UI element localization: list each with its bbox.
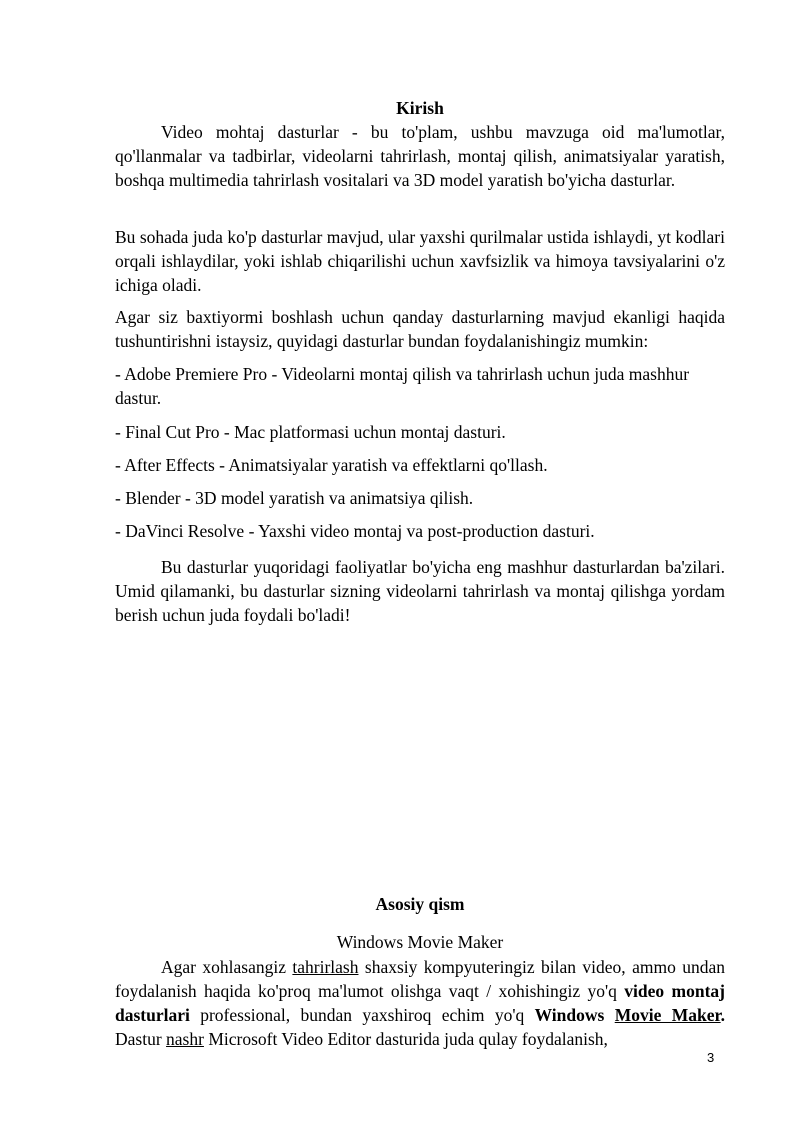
program-list-item: - Adobe Premiere Pro - Videolarni montaj qilish va tahrirlash uchun juda mashhur dastur. <box>115 364 690 408</box>
bold-text: . <box>720 1005 726 1025</box>
movie-maker-link[interactable]: Movie Maker <box>614 1005 721 1025</box>
intro-paragraph-3: Agar siz baxtiyormi boshlash uchun qanday dasturlarning mavjud ekanligi haqida tushuntirishni istaysiz, quyidagi dasturlar bundan foydalanishingiz mumkin: <box>115 307 725 351</box>
tahrirlash-link[interactable]: tahrirlash <box>292 957 359 977</box>
text-run: Dastur <box>115 1029 167 1049</box>
text-run: Agar xohlasangiz <box>161 957 293 977</box>
page-number: 3 <box>707 1050 715 1065</box>
program-list-item: - Final Cut Pro - Mac platformasi uchun montaj dasturi. <box>115 422 506 442</box>
intro-paragraph-2: Bu sohada juda ko'p dasturlar mavjud, ular yaxshi qurilmalar ustida ishlaydi, yt kodlari orqali ishlaydilar, yoki ishlab chiqarilishi uchun xavfsizlik va himoya tavsiyalarini o'z ichiga oladi. <box>115 227 725 295</box>
program-list-item: - After Effects - Animatsiyalar yaratish va effektlarni qo'llash. <box>115 455 548 475</box>
text-run: shaxsiy kompyuteringiz bilan video, ammo undan foydalanish haqida ko'proq ma'lumot olishga vaqt / xohishingiz yo'q <box>115 957 725 1001</box>
program-list-item: - DaVinci Resolve - Yaxshi video montaj va post-production dasturi. <box>115 521 595 541</box>
text-run: Microsoft Video Editor dasturida juda qulay foydalanish, <box>203 1029 608 1049</box>
bold-text: video montaj dasturlari <box>115 981 725 1025</box>
bold-text: Windows <box>534 1005 615 1025</box>
intro-paragraph-1: Video mohtaj dasturlar - bu to'plam, ushbu mavzuga oid ma'lumotlar, qo'llanmalar va tadbirlar, videolarni tahrirlash, montaj qilish, animatsiyalar yaratish, boshqa multimedia tahrirlash vositalari va 3D model yaratish bo'yicha dasturlar. <box>115 122 725 190</box>
intro-heading: Kirish <box>396 98 444 118</box>
main-paragraph-1 <box>115 955 725 1051</box>
nashr-link[interactable]: nashr <box>166 1029 204 1049</box>
text-run: professional, bundan yaxshiroq echim yo'q <box>189 1005 535 1025</box>
program-list-item: - Blender - 3D model yaratish va animatsiya qilish. <box>115 488 474 508</box>
main-heading: Asosiy qism <box>375 894 465 914</box>
intro-paragraph-4: Bu dasturlar yuqoridagi faoliyatlar bo'yicha eng mashhur dasturlardan ba'zilari. Umid qilamanki, bu dasturlar sizning videolarni tahrirlash va montaj qilishga yordam berish uchun juda foydali bo'ladi! <box>115 557 725 625</box>
section-subtitle: Windows Movie Maker <box>336 932 504 952</box>
